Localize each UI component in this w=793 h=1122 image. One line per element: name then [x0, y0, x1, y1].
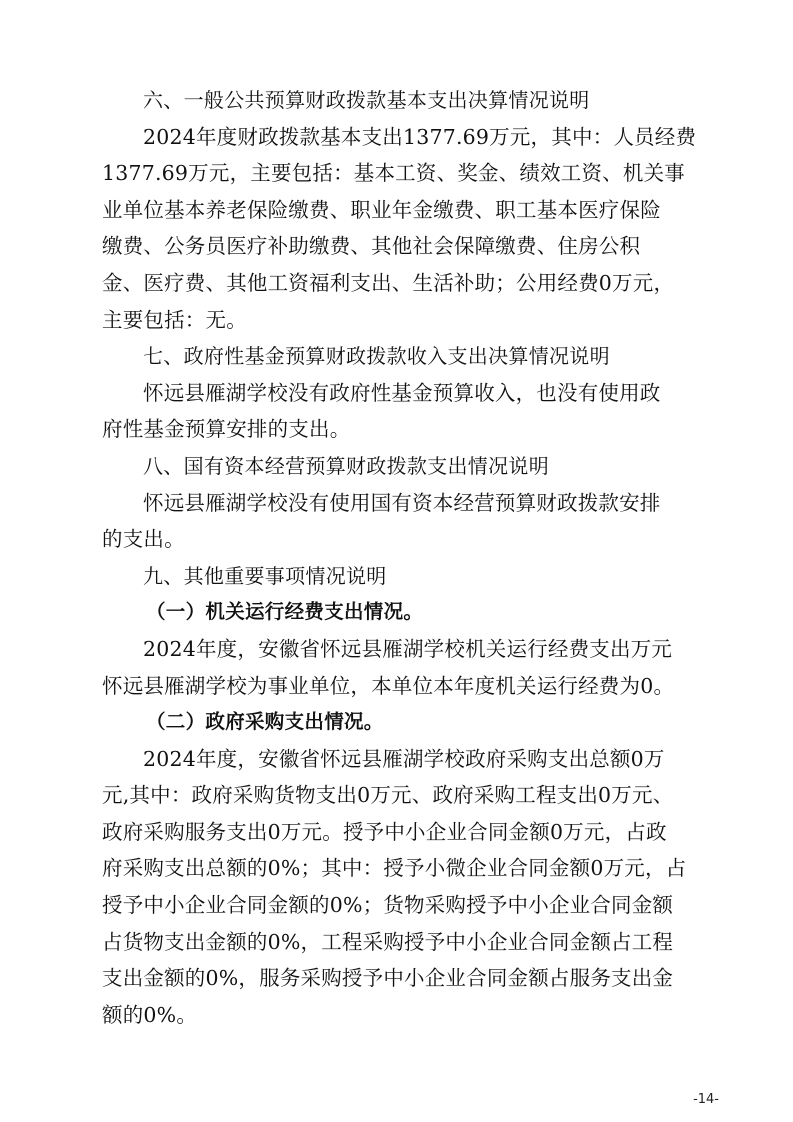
paragraph-line: 2024年度，安徽省怀远县雁湖学校政府采购支出总额0万: [143, 746, 665, 771]
paragraph-line: 授予中小企业合同金额的0%；货物采购授予中小企业合同金额: [102, 893, 674, 918]
document-body: [102, 82, 702, 1033]
paragraph-line: 的支出。: [102, 527, 185, 552]
paragraph-line: 2024年度财政拨款基本支出1377.69万元，其中：人员经费: [143, 124, 697, 149]
paragraph-line: 怀远县雁湖学校为事业单位，本单位本年度机关运行经费为0。: [102, 673, 675, 698]
section-heading-eight: 八、国有资本经营预算财政拨款支出情况说明: [143, 453, 549, 478]
paragraph-line: 额的0%。: [102, 1002, 198, 1027]
paragraph-line: 府采购支出总额的0%；其中：授予小微企业合同金额0万元，占: [102, 856, 687, 881]
subsection-heading-operating-costs: （一）机关运行经费支出情况。: [146, 600, 424, 624]
section-heading-seven: 七、政府性基金预算财政拨款收入支出决算情况说明: [143, 344, 610, 369]
paragraph-line: 元,其中：政府采购货物支出0万元、政府采购工程支出0万元、: [102, 783, 674, 808]
paragraph-line: 支出金额的0%，服务采购授予中小企业合同金额占服务支出金: [102, 966, 674, 991]
paragraph-line: 占货物支出金额的0%，工程采购授予中小企业合同金额占工程: [102, 929, 674, 954]
paragraph-line: 金、医疗费、其他工资福利支出、生活补助；公用经费0万元，: [102, 270, 675, 295]
paragraph-line: 主要包括：无。: [102, 307, 247, 332]
paragraph-line: 缴费、公务员医疗补助缴费、其他社会保障缴费、住房公积: [102, 234, 641, 259]
paragraph-line: 怀远县雁湖学校没有使用国有资本经营预算财政拨款安排: [143, 490, 661, 515]
paragraph-line: 府性基金预算安排的支出。: [102, 417, 351, 442]
paragraph-line: 怀远县雁湖学校没有政府性基金预算收入，也没有使用政: [143, 380, 661, 405]
paragraph-line: 1377.69万元，主要包括：基本工资、奖金、绩效工资、机关事: [102, 161, 685, 186]
section-heading-nine: 九、其他重要事项情况说明: [143, 563, 387, 588]
page-number: -14-: [693, 1092, 719, 1107]
paragraph-line: 2024年度，安徽省怀远县雁湖学校机关运行经费支出万元: [143, 636, 673, 661]
subsection-heading-procurement: （二）政府采购支出情况。: [146, 710, 384, 734]
paragraph-line: 政府采购服务支出0万元。授予中小企业合同金额0万元，占政: [102, 819, 667, 844]
section-heading-six: 六、一般公共预算财政拨款基本支出决算情况说明: [143, 88, 590, 112]
paragraph-line: 业单位基本养老保险缴费、职业年金缴费、职工基本医疗保险: [102, 197, 661, 222]
